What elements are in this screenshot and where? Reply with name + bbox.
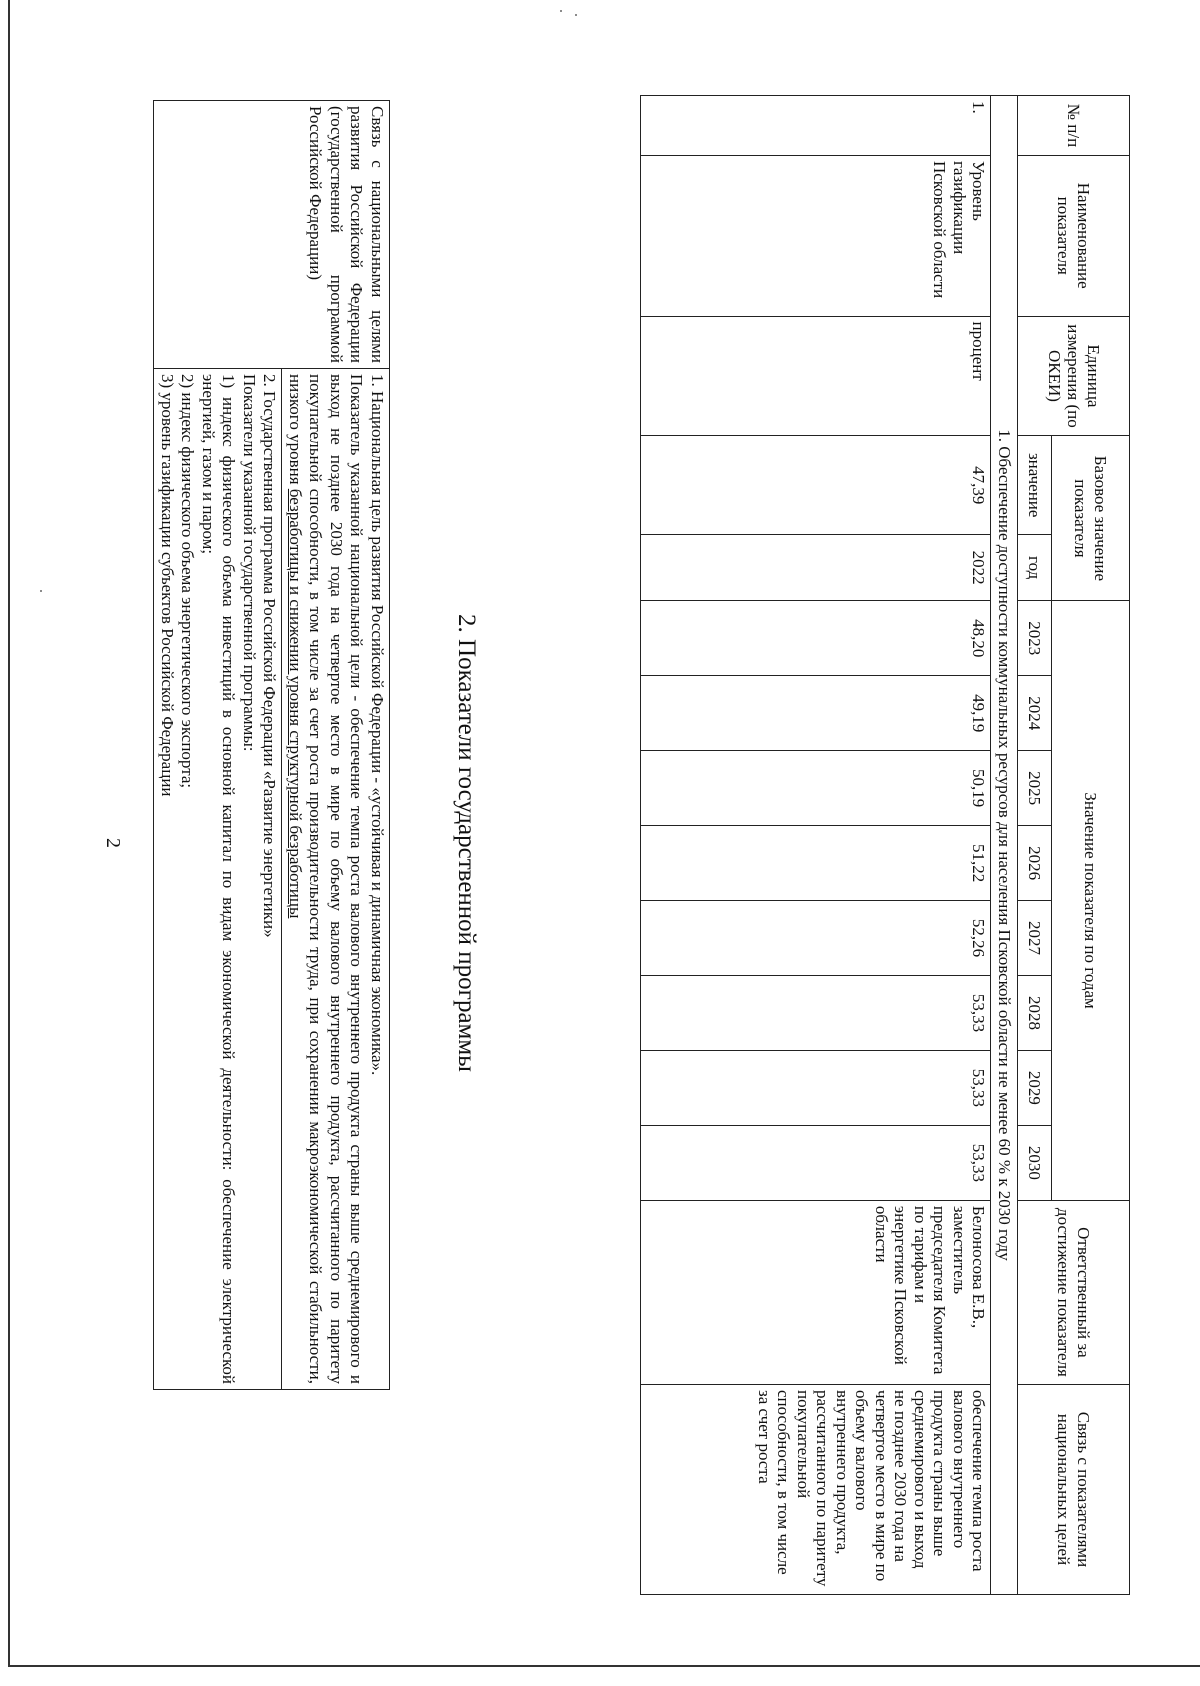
table-row — [641, 96, 991, 1595]
state-program-block — [154, 369, 282, 1390]
header-base: Базовое значение показателя — [1052, 436, 1130, 601]
indicator-text-underlined: безработицы и снижении уровня структурной безработицы — [286, 488, 305, 919]
state-program-title: 2. Государственная программа Российской Федерации «Развитие энергетики» — [260, 374, 280, 938]
header-year-2024: 2024 — [1018, 676, 1052, 751]
row-value-2027: 52,26 — [641, 901, 991, 976]
national-goal-block — [282, 369, 390, 1390]
row-value-2025: 50,19 — [641, 751, 991, 826]
national-goal-indicator — [285, 374, 367, 1384]
row-base-value: 47,39 — [641, 436, 991, 535]
state-program-item-2: 2) индекс физического объема энергетического экспорта; — [178, 374, 198, 789]
row-value-2028: 53,33 — [641, 976, 991, 1051]
header-responsible: Ответственный за достижение показателя — [1018, 1200, 1130, 1384]
header-year-2029: 2029 — [1018, 1050, 1052, 1125]
row-value-2029: 53,33 — [641, 1050, 991, 1125]
link-label: Связь с национальными целями развития Российской Федерации (государственной программой Российской Федерации) — [154, 101, 390, 369]
header-values-by-year: Значение показателя по годам — [1052, 601, 1130, 1201]
row-value-2030: 53,33 — [641, 1125, 991, 1200]
section-row-text: 1. Обеспечение доступности коммунальных ресурсов для населения Псковской области не менее 60 % к 2030 году — [991, 96, 1018, 1595]
header-year-2026: 2026 — [1018, 826, 1052, 901]
header-num: № п/п — [1018, 96, 1130, 156]
header-year-2025: 2025 — [1018, 751, 1052, 826]
header-base-year: год — [1018, 534, 1052, 600]
row-link: обеспечение темпа роста валового внутреннего продукта страны выше среднемирового и выход не позднее 2030 года на четвертое место в мире по объему валового внутреннего продукта, рассчитанного по паритету покупательной способности, в том числе за счет роста — [641, 1384, 991, 1594]
header-year-2027: 2027 — [1018, 901, 1052, 976]
section-title: 2. Показатели государственной программы — [453, 614, 480, 1072]
national-goals-link-table — [154, 100, 391, 1390]
header-name: Наименование показателя — [1018, 155, 1130, 316]
indicators-table — [641, 95, 1131, 1595]
header-year-2030: 2030 — [1018, 1125, 1052, 1200]
section-row — [991, 96, 1018, 1595]
header-base-value: значение — [1018, 436, 1052, 535]
header-year-2023: 2023 — [1018, 601, 1052, 676]
row-unit: процент — [641, 316, 991, 436]
state-program-item-3: 3) уровень газификации субъектов Российской Федерации — [158, 374, 177, 797]
row-responsible: Белоносова Е.В., заместитель председателя Комитета по тарифам и энергетике Псковской области — [641, 1200, 991, 1384]
state-program-item-1: 1) индекс физического объема инвестиций в основной капитал по видам экономической деятельности: обеспечение электрической энергией, газом и паром; — [199, 374, 239, 1384]
row-value-2024: 49,19 — [641, 676, 991, 751]
header-year-2028: 2028 — [1018, 976, 1052, 1051]
state-program-intro: Показатели указанной государственной программы: — [240, 374, 259, 752]
indicator-text: Показатель указанной национальной цели - обеспечение темпа роста валового внутреннего продукта страны выше среднемирового и выход не позднее 2030 года на четвертое место в мире по объему валового внутреннего продукта, рассчитанного по паритету покупательной способности, в том числе за счет роста производительности труда, при сохранении макроэкономической стабильности, низкого уровня — [286, 374, 367, 1384]
header-link: Связь с показателями национальных целей — [1018, 1384, 1130, 1594]
national-goal-title: 1. Национальная цель развития Российской Федерации - «устойчивая и динамичная экономика». — [368, 374, 387, 1076]
header-unit: Единица измерения (по ОКЕИ) — [1018, 316, 1130, 436]
row-base-year: 2022 — [641, 534, 991, 600]
row-value-2023: 48,20 — [641, 601, 991, 676]
row-num: 1. — [641, 96, 991, 156]
page-number: 2 — [102, 838, 124, 848]
row-name: Уровень газификации Псковской области — [641, 155, 991, 316]
row-value-2026: 51,22 — [641, 826, 991, 901]
